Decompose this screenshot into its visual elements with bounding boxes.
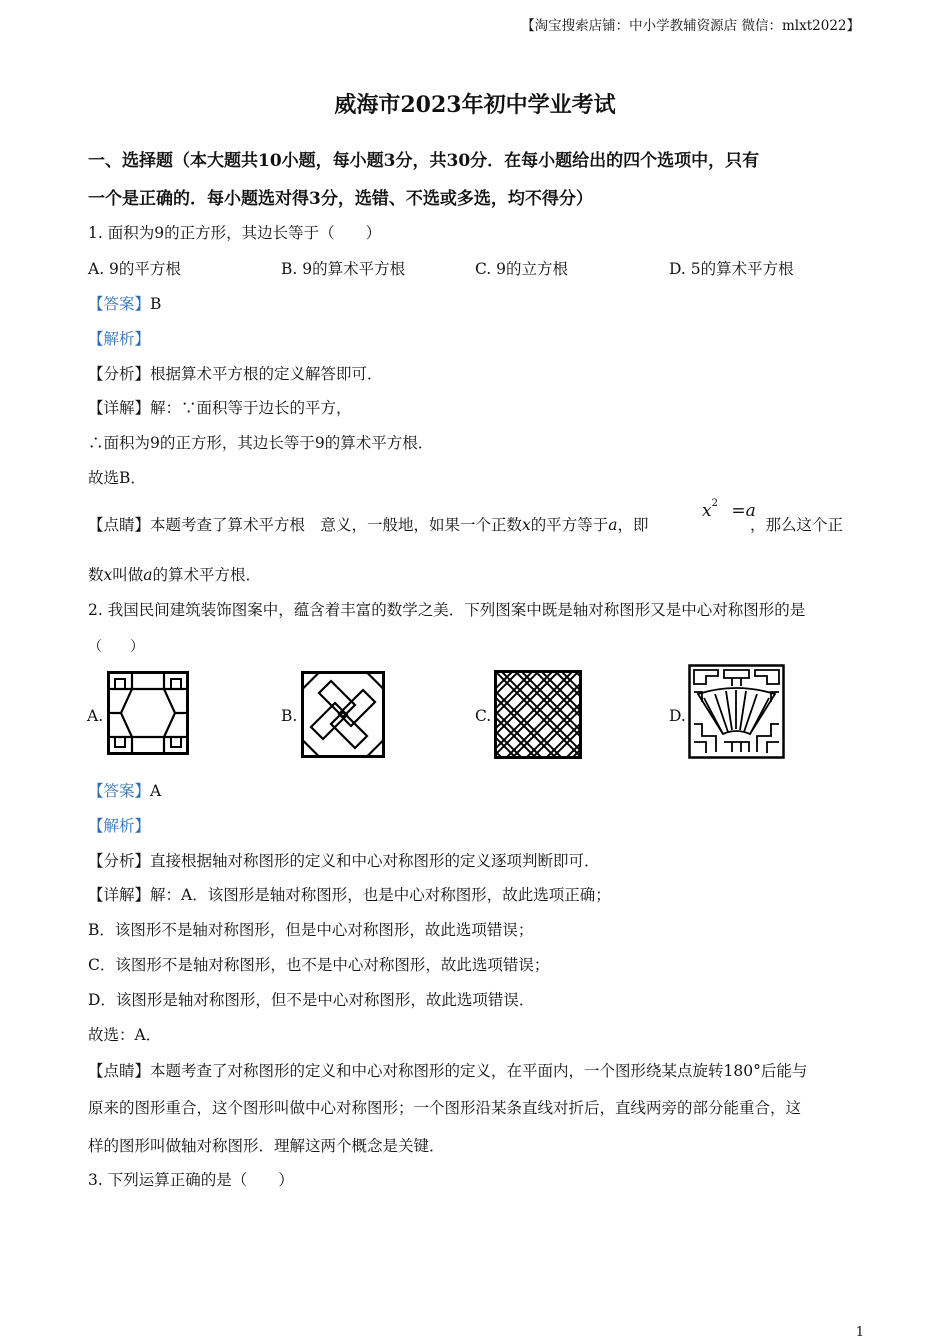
figure-d-fan-pattern [688, 664, 785, 759]
page-number: 1 [855, 1325, 864, 1340]
q2-choose: 故选：A． [88, 1026, 162, 1044]
xiangjie-text: 解：∵面积等于边长的平方， [150, 399, 352, 417]
q2-dianjing-line2: 原来的图形重合，这个图形叫做中心对称图形；一个图形沿某条直线对折后，直线两旁的部分能重合，这 [88, 1099, 802, 1117]
q1-solution-line2: ∴面积为9的正方形，其边长等于9的算术平方根． [88, 434, 434, 452]
q2-option-b-label: B. [281, 707, 298, 725]
q2-dianjing: 【点睛】本题考查了对称图形的定义和中心对称图形的定义，在平面内，一个图形绕某点旋转180°后能与 [88, 1062, 808, 1080]
answer-tag: 【答案】 [88, 295, 151, 313]
q2-analysis-tag: 【解析】 [88, 817, 151, 835]
var-a: a [608, 516, 618, 534]
q1-option-b: B. 9的算术平方根 [281, 260, 406, 278]
dianjing-tag: 【点睛】 [88, 516, 151, 534]
q2-line-b: B．该图形不是轴对称图形，但是中心对称图形，故此选项错误； [88, 921, 534, 939]
q1-answer [88, 292, 161, 314]
figure-a-hexagon-lattice [107, 671, 189, 755]
q1-fenxi [88, 362, 383, 384]
fenxi-tag: 【分析】 [88, 365, 151, 383]
q2-fenxi: 【分析】直接根据轴对称图形的定义和中心对称图形的定义逐项判断即可． [88, 852, 600, 870]
answer-value: B [150, 295, 162, 313]
dianjing-text-d: ，那么这个正 [750, 516, 844, 534]
answer-value: A [150, 782, 162, 800]
q2-option-a-label: A. [87, 707, 104, 725]
xiangjie-tag: 【详解】 [88, 399, 151, 417]
q3-stem: 3. 下列运算正确的是（ ） [88, 1171, 294, 1189]
q1-option-c: C. 9的立方根 [475, 260, 569, 278]
q2-paren: （ ） [88, 639, 144, 655]
formula-x-squared-equals-a: $x^2 =a$ [702, 498, 756, 521]
q2-answer [88, 779, 161, 801]
exam-title: 威海市2023年初中学业考试 [334, 92, 616, 118]
q2-option-c-label: C. [475, 707, 492, 725]
figure-c-weave-pattern [494, 670, 582, 759]
q1-xiangjie [88, 396, 352, 418]
section-heading-line1: 一、选择题（本大题共10小题，每小题3分，共30分．在每小题给出的四个选项中，只有 [88, 151, 760, 171]
page-header: 【淘宝搜索店铺：中小学教辅资源店 微信：mlxt2022】 [521, 18, 860, 34]
q2-line-c: C．该图形不是轴对称图形，也不是中心对称图形，故此选项错误； [88, 956, 550, 974]
q2-xiangjie: 【详解】解：A．该图形是轴对称图形，也是中心对称图形，故此选项正确； [88, 886, 611, 904]
q2-stem: 2. 我国民间建筑装饰图案中，蕴含着丰富的数学之美．下列图案中既是轴对称图形又是中心对称图形的是 [88, 601, 806, 619]
section-heading-line2: 一个是正确的．每小题选对得3分，选错、不选或多选，均不得分） [88, 189, 593, 209]
dianjing-text-a: 本题考查了算术平方根 意义，一般地，如果一个正数 [150, 516, 523, 534]
q1-stem: 1. 面积为9的正方形，其边长等于（ ） [88, 224, 382, 242]
dianjing-text-b: 的平方等于 [530, 516, 609, 534]
q2-dianjing-line3: 样的图形叫做轴对称图形．理解这两个概念是关键． [88, 1137, 445, 1155]
fenxi-text: 根据算术平方根的定义解答即可． [150, 365, 383, 383]
q1-dianjing-line2: 数x叫做a的算术平方根． [88, 566, 262, 584]
answer-tag: 【答案】 [88, 782, 151, 800]
q1-option-d: D. 5的算术平方根 [669, 260, 794, 278]
figure-b-rotational-lattice [301, 671, 385, 758]
q2-line-d: D．该图形是轴对称图形，但不是中心对称图形，故此选项错误． [88, 991, 535, 1009]
q1-analysis-tag: 【解析】 [88, 330, 151, 348]
q2-option-d-label: D. [669, 707, 686, 725]
q1-choose: 故选B． [88, 469, 146, 487]
q1-dianjing [88, 513, 649, 535]
q1-option-a: A. 9的平方根 [88, 260, 181, 278]
var-x: x [522, 516, 531, 534]
dianjing-text-c: ，即 [617, 516, 649, 534]
